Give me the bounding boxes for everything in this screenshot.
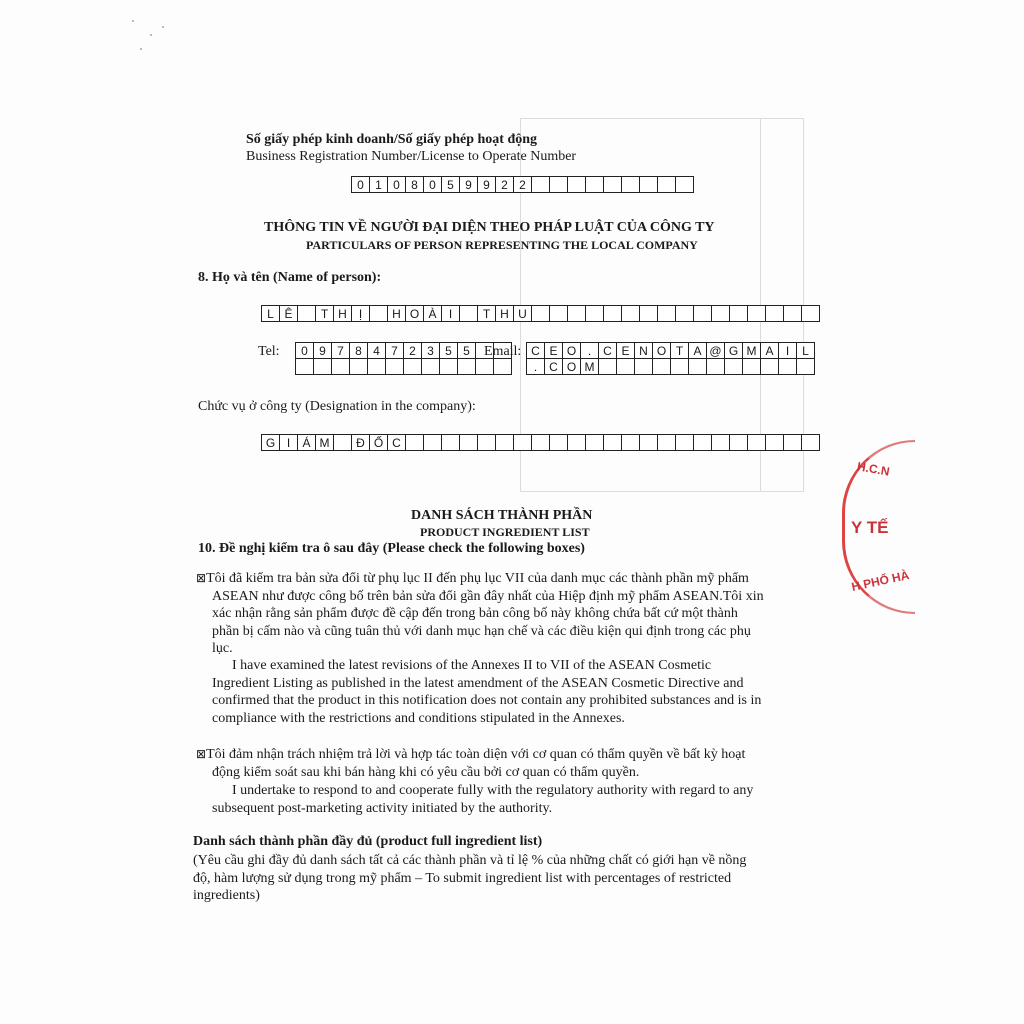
checkbox-checked-icon[interactable]: ⊠ bbox=[196, 747, 207, 761]
character-box bbox=[513, 434, 532, 451]
character-box: T bbox=[477, 305, 496, 322]
email-label: Email: bbox=[484, 344, 522, 359]
character-box: 1 bbox=[369, 176, 388, 193]
item1-en-line: I have examined the latest revisions of the Annexes II to VII of the ASEAN Cosmetic bbox=[232, 658, 712, 673]
official-stamp bbox=[842, 440, 915, 614]
character-box bbox=[603, 434, 622, 451]
character-box: . bbox=[526, 358, 545, 375]
character-box: Á bbox=[297, 434, 316, 451]
character-box bbox=[585, 305, 604, 322]
registration-title-vi: Số giấy phép kinh doanh/Số giấy phép hoạt động bbox=[246, 132, 538, 147]
character-box: . bbox=[580, 342, 599, 359]
character-box bbox=[634, 358, 653, 375]
character-box: M bbox=[742, 342, 761, 359]
character-box bbox=[693, 434, 712, 451]
character-box bbox=[459, 305, 478, 322]
character-box bbox=[549, 305, 568, 322]
character-box: 9 bbox=[477, 176, 496, 193]
character-box bbox=[585, 176, 604, 193]
character-box bbox=[459, 434, 478, 451]
character-box bbox=[621, 434, 640, 451]
tel-label: Tel: bbox=[258, 344, 280, 359]
box-row bbox=[262, 435, 820, 451]
character-box: O bbox=[652, 342, 671, 359]
character-box bbox=[706, 358, 725, 375]
item1-vi-line: Tôi đã kiểm tra bản sửa đổi từ phụ lục II đến phụ lục VII của danh mục các thành phần mỹ phẩm bbox=[206, 571, 749, 586]
character-box bbox=[778, 358, 797, 375]
character-box: 0 bbox=[295, 342, 314, 359]
character-box bbox=[333, 434, 352, 451]
character-box: 8 bbox=[405, 176, 424, 193]
character-box bbox=[724, 358, 743, 375]
character-box: E bbox=[616, 342, 635, 359]
character-box bbox=[439, 358, 458, 375]
character-box bbox=[675, 176, 694, 193]
character-box: Ố bbox=[369, 434, 388, 451]
character-box: L bbox=[796, 342, 815, 359]
box-row bbox=[527, 359, 815, 375]
character-box: E bbox=[544, 342, 563, 359]
character-box: 9 bbox=[313, 342, 332, 359]
character-box bbox=[711, 434, 730, 451]
full-list-note-line: ingredients) bbox=[193, 888, 260, 903]
box-row bbox=[262, 306, 820, 322]
character-box bbox=[657, 434, 676, 451]
character-box bbox=[495, 434, 514, 451]
character-box: 0 bbox=[387, 176, 406, 193]
character-box: 5 bbox=[441, 176, 460, 193]
character-box bbox=[531, 434, 550, 451]
character-box bbox=[295, 358, 314, 375]
character-box bbox=[567, 176, 586, 193]
character-box bbox=[603, 176, 622, 193]
character-box bbox=[403, 358, 422, 375]
registration-number-boxes bbox=[352, 177, 694, 193]
scan-speck bbox=[150, 34, 152, 36]
character-box bbox=[783, 434, 802, 451]
character-box bbox=[747, 305, 766, 322]
character-box bbox=[796, 358, 815, 375]
character-box: C bbox=[544, 358, 563, 375]
checkbox-checked-icon[interactable]: ⊠ bbox=[196, 571, 207, 585]
declaration-item-1 bbox=[196, 570, 824, 658]
declaration-item-2 bbox=[196, 746, 824, 781]
character-box bbox=[639, 434, 658, 451]
character-box: Ị bbox=[351, 305, 370, 322]
character-box bbox=[531, 305, 550, 322]
item1-en-line: confirmed that the product in this notification does not contain any prohibited substances and is in bbox=[212, 693, 762, 708]
character-box bbox=[369, 305, 388, 322]
character-box: 5 bbox=[457, 342, 476, 359]
character-box bbox=[477, 434, 496, 451]
character-box: C bbox=[387, 434, 406, 451]
character-box: C bbox=[598, 342, 617, 359]
full-list-note-line: độ, hàm lượng sử dụng trong mỹ phẩm – To submit ingredient list with percentages of restricted bbox=[193, 870, 732, 886]
item1-en-line: compliance with the restrictions and conditions stipulated in the Annexes. bbox=[212, 710, 625, 726]
character-box bbox=[639, 176, 658, 193]
item2-vi-line: động kiểm soát sau khi bán hàng khi có yêu cầu bởi cơ quan có thẩm quyền. bbox=[212, 764, 640, 780]
representative-heading-en: PARTICULARS OF PERSON REPRESENTING THE LOCAL COMPANY bbox=[306, 238, 698, 252]
character-box: 7 bbox=[331, 342, 350, 359]
character-box bbox=[657, 305, 676, 322]
stamp-text-bottom: H PHỐ HÀ bbox=[850, 568, 911, 594]
stamp-text-middle: Y TẾ bbox=[851, 518, 889, 537]
name-label: 8. Họ và tên (Name of person): bbox=[198, 270, 382, 285]
character-box: M bbox=[315, 434, 334, 451]
character-box: 0 bbox=[423, 176, 442, 193]
character-box bbox=[801, 305, 820, 322]
character-box bbox=[693, 305, 712, 322]
box-row bbox=[527, 343, 815, 359]
box-row bbox=[296, 343, 512, 359]
character-box bbox=[747, 434, 766, 451]
ingredients-heading-en: PRODUCT INGREDIENT LIST bbox=[420, 525, 590, 539]
character-box: 0 bbox=[351, 176, 370, 193]
declaration-item-1-en bbox=[212, 657, 825, 727]
character-box bbox=[475, 358, 494, 375]
item1-vi-line: xác nhận rằng sản phẩm được đề cập đến trong bản công bố này không chứa bất cứ một thành bbox=[212, 606, 738, 621]
character-box bbox=[688, 358, 707, 375]
character-box: 8 bbox=[349, 342, 368, 359]
character-box bbox=[367, 358, 386, 375]
item2-en-line: I undertake to respond to and cooperate fully with the regulatory authority with regard to any bbox=[232, 783, 754, 798]
designation-boxes bbox=[262, 435, 820, 451]
character-box bbox=[549, 176, 568, 193]
character-box: N bbox=[634, 342, 653, 359]
character-box: C bbox=[526, 342, 545, 359]
character-box: I bbox=[778, 342, 797, 359]
full-list-note-line: (Yêu cầu ghi đầy đủ danh sách tất cả các thành phần và tỉ lệ % của những chất có giới hạn về nồng bbox=[193, 853, 747, 868]
character-box bbox=[331, 358, 350, 375]
character-box: Ê bbox=[279, 305, 298, 322]
character-box bbox=[423, 434, 442, 451]
character-box bbox=[765, 434, 784, 451]
character-box bbox=[441, 434, 460, 451]
character-box bbox=[760, 358, 779, 375]
character-box bbox=[729, 305, 748, 322]
email-boxes bbox=[527, 343, 815, 375]
scan-speck bbox=[162, 26, 164, 28]
ingredients-heading-vi: DANH SÁCH THÀNH PHẦN bbox=[411, 508, 593, 523]
character-box bbox=[675, 434, 694, 451]
character-box bbox=[657, 176, 676, 193]
character-box bbox=[801, 434, 820, 451]
character-box: H bbox=[495, 305, 514, 322]
character-box: 4 bbox=[367, 342, 386, 359]
item2-vi-line: Tôi đảm nhận trách nhiệm trả lời và hợp tác toàn diện với cơ quan có thẩm quyền về bất kỳ hoạt bbox=[206, 747, 746, 762]
stamp-text-top: H.C.N bbox=[856, 459, 891, 479]
character-box bbox=[297, 305, 316, 322]
character-box bbox=[385, 358, 404, 375]
item1-en-line: Ingredient Listing as published in the latest amendment of the ASEAN Cosmetic Directive and bbox=[212, 675, 744, 691]
character-box bbox=[639, 305, 658, 322]
character-box bbox=[313, 358, 332, 375]
item1-vi-line: ASEAN như được công bố trên bản sửa đổi gần đây nhất của Hiệp định mỹ phẩm ASEAN.Tôi xin bbox=[212, 588, 764, 604]
character-box: T bbox=[670, 342, 689, 359]
item2-en-line: subsequent post-marketing activity initiated by the authority. bbox=[212, 800, 553, 816]
item1-vi-line: lục. bbox=[212, 641, 233, 656]
scan-speck bbox=[140, 48, 142, 50]
character-box: A bbox=[760, 342, 779, 359]
character-box bbox=[549, 434, 568, 451]
character-box bbox=[621, 305, 640, 322]
character-box: L bbox=[261, 305, 280, 322]
character-box bbox=[729, 434, 748, 451]
name-boxes bbox=[262, 306, 820, 322]
character-box bbox=[405, 434, 424, 451]
designation-label: Chức vụ ở công ty (Designation in the company): bbox=[198, 399, 476, 414]
character-box: À bbox=[423, 305, 442, 322]
item1-vi-line: phần bị cấm nào và cũng tuân thủ với danh mục hạn chế và các điều kiện qui định trong các phụ bbox=[212, 623, 751, 639]
character-box bbox=[531, 176, 550, 193]
character-box bbox=[765, 305, 784, 322]
character-box bbox=[585, 434, 604, 451]
character-box: I bbox=[441, 305, 460, 322]
character-box bbox=[652, 358, 671, 375]
character-box: O bbox=[562, 342, 581, 359]
character-box: O bbox=[562, 358, 581, 375]
character-box bbox=[675, 305, 694, 322]
character-box: @ bbox=[706, 342, 725, 359]
full-list-note bbox=[193, 852, 823, 905]
character-box bbox=[742, 358, 761, 375]
character-box: A bbox=[688, 342, 707, 359]
box-row bbox=[296, 359, 512, 375]
scan-speck bbox=[132, 20, 134, 22]
character-box: T bbox=[315, 305, 334, 322]
character-box bbox=[457, 358, 476, 375]
character-box: 9 bbox=[459, 176, 478, 193]
character-box: G bbox=[261, 434, 280, 451]
tel-boxes bbox=[296, 343, 512, 375]
character-box bbox=[349, 358, 368, 375]
character-box: O bbox=[405, 305, 424, 322]
representative-heading-vi: THÔNG TIN VỀ NGƯỜI ĐẠI DIỆN THEO PHÁP LUẬT CỦA CÔNG TY bbox=[264, 220, 715, 235]
character-box bbox=[621, 176, 640, 193]
declaration-item-2-en bbox=[212, 782, 825, 817]
character-box: H bbox=[333, 305, 352, 322]
character-box bbox=[670, 358, 689, 375]
character-box: G bbox=[724, 342, 743, 359]
character-box: 7 bbox=[385, 342, 404, 359]
character-box bbox=[783, 305, 802, 322]
character-box bbox=[567, 305, 586, 322]
check-instruction: 10. Đề nghị kiểm tra ô sau đây (Please check the following boxes) bbox=[198, 541, 585, 556]
character-box bbox=[598, 358, 617, 375]
character-box: U bbox=[513, 305, 532, 322]
character-box: 3 bbox=[421, 342, 440, 359]
character-box bbox=[616, 358, 635, 375]
character-box: 2 bbox=[513, 176, 532, 193]
character-box: Đ bbox=[351, 434, 370, 451]
character-box bbox=[567, 434, 586, 451]
character-box bbox=[711, 305, 730, 322]
character-box: I bbox=[279, 434, 298, 451]
character-box: 2 bbox=[403, 342, 422, 359]
character-box bbox=[421, 358, 440, 375]
character-box: H bbox=[387, 305, 406, 322]
registration-title-en: Business Registration Number/License to Operate Number bbox=[246, 149, 577, 164]
character-box: 5 bbox=[439, 342, 458, 359]
character-box bbox=[603, 305, 622, 322]
full-list-title: Danh sách thành phần đầy đủ (product full ingredient list) bbox=[193, 834, 543, 849]
character-box bbox=[493, 358, 512, 375]
character-box: M bbox=[580, 358, 599, 375]
box-row bbox=[352, 177, 694, 193]
character-box: 2 bbox=[495, 176, 514, 193]
